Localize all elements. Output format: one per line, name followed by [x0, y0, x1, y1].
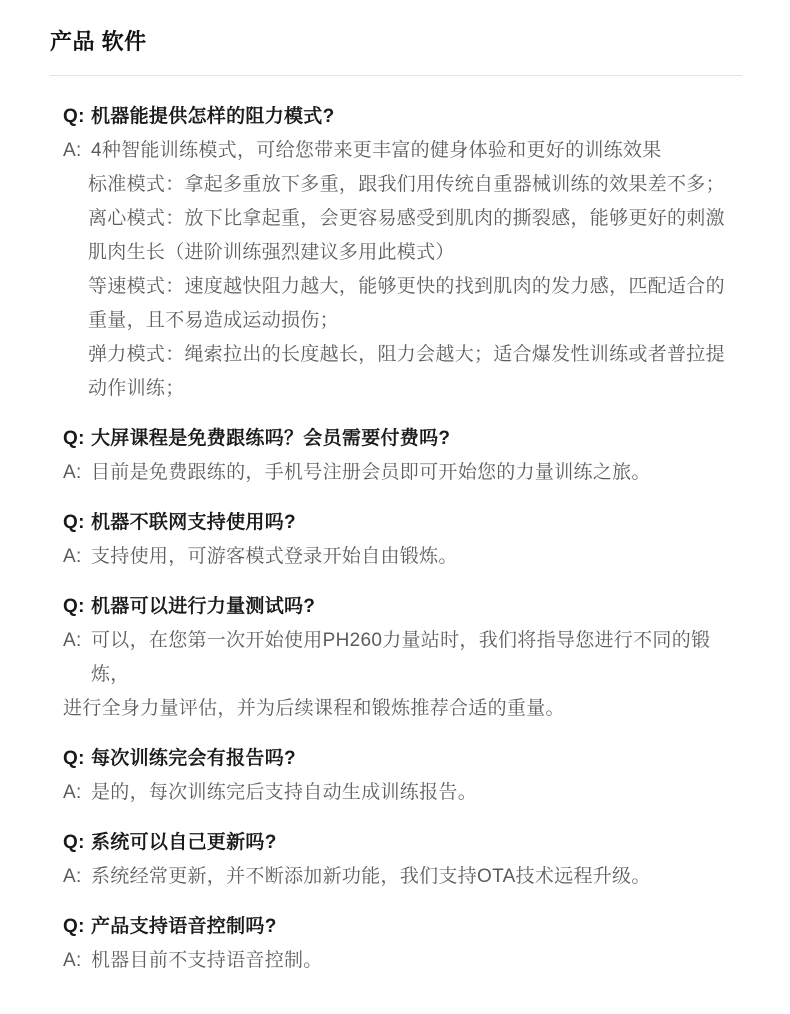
answer-label: A:	[63, 630, 82, 651]
answer-text: 系统经常更新，并不断添加新功能，我们支持OTA技术远程升级。	[91, 866, 651, 887]
answer-label: A:	[63, 950, 82, 971]
question-label: Q:	[63, 832, 85, 853]
question-text: 机器能提供怎样的阻力模式?	[91, 106, 335, 127]
answer-line	[63, 304, 742, 338]
answer-text: 弹力模式：绳索拉出的长度越长，阻力会越大；适合爆发性训练或者普拉提	[88, 344, 725, 365]
answer-text: 肌肉生长（进阶训练强烈建议多用此模式）	[88, 242, 455, 263]
answer-text: 进行全身力量评估，并为后续课程和锻炼推荐合适的重量。	[63, 698, 565, 719]
answer-label: A:	[63, 546, 82, 567]
question-label: Q:	[63, 596, 85, 617]
faq-list	[50, 76, 742, 978]
qa-block	[63, 826, 742, 894]
question-row	[63, 100, 742, 134]
page-title: 产品 软件	[50, 29, 147, 54]
question-label: Q:	[63, 916, 85, 937]
qa-block	[63, 910, 742, 978]
question-row	[63, 590, 742, 624]
question-label: Q:	[63, 512, 85, 533]
question-text: 机器不联网支持使用吗?	[91, 512, 296, 533]
question-row	[63, 422, 742, 456]
answer-line	[63, 270, 742, 304]
question-row	[63, 826, 742, 860]
answer-text: 支持使用，可游客模式登录开始自由锻炼。	[91, 546, 458, 567]
answer-label: A:	[63, 866, 82, 887]
question-row	[63, 506, 742, 540]
answer-line	[63, 624, 742, 692]
answer-line	[63, 338, 742, 372]
answer-line	[63, 860, 742, 894]
answer-line	[63, 168, 742, 202]
answer-text: 离心模式：放下比拿起重，会更容易感受到肌肉的撕裂感，能够更好的刺激	[88, 208, 725, 229]
question-text: 每次训练完会有报告吗?	[91, 748, 296, 769]
question-label: Q:	[63, 106, 85, 127]
answer-label: A:	[63, 140, 82, 161]
answer-line	[63, 202, 742, 236]
question-text: 产品支持语音控制吗?	[91, 916, 277, 937]
answer-text: 动作训练；	[88, 378, 185, 399]
answer-line	[63, 540, 742, 574]
answer-line	[63, 372, 742, 406]
answer-line	[63, 456, 742, 490]
qa-block	[63, 100, 742, 406]
answer-line	[63, 944, 742, 978]
question-label: Q:	[63, 428, 85, 449]
answer-line	[63, 776, 742, 810]
qa-block	[63, 590, 742, 726]
question-text: 大屏课程是免费跟练吗？会员需要付费吗?	[91, 428, 451, 449]
question-row	[63, 742, 742, 776]
question-text: 系统可以自己更新吗?	[91, 832, 277, 853]
answer-line	[63, 134, 742, 168]
question-text: 机器可以进行力量测试吗?	[91, 596, 316, 617]
answer-line	[63, 692, 742, 726]
answer-text: 机器目前不支持语音控制。	[91, 950, 323, 971]
answer-text: 标准模式：拿起多重放下多重，跟我们用传统自重器械训练的效果差不多；	[88, 174, 725, 195]
answer-text: 等速模式：速度越快阻力越大，能够更快的找到肌肉的发力感，匹配适合的	[88, 276, 725, 297]
answer-text: 可以，在您第一次开始使用PH260力量站时，我们将指导您进行不同的锻炼，	[91, 630, 711, 685]
answer-text: 是的，每次训练完后支持自动生成训练报告。	[91, 782, 478, 803]
qa-block	[63, 506, 742, 574]
answer-text: 4种智能训练模式，可给您带来更丰富的健身体验和更好的训练效果	[91, 140, 662, 161]
question-label: Q:	[63, 748, 85, 769]
answer-line	[63, 236, 742, 270]
qa-block	[63, 422, 742, 490]
answer-label: A:	[63, 782, 82, 803]
answer-text: 重量，且不易造成运动损伤；	[88, 310, 339, 331]
question-row	[63, 910, 742, 944]
qa-block	[63, 742, 742, 810]
answer-label: A:	[63, 462, 82, 483]
answer-text: 目前是免费跟练的，手机号注册会员即可开始您的力量训练之旅。	[91, 462, 651, 483]
